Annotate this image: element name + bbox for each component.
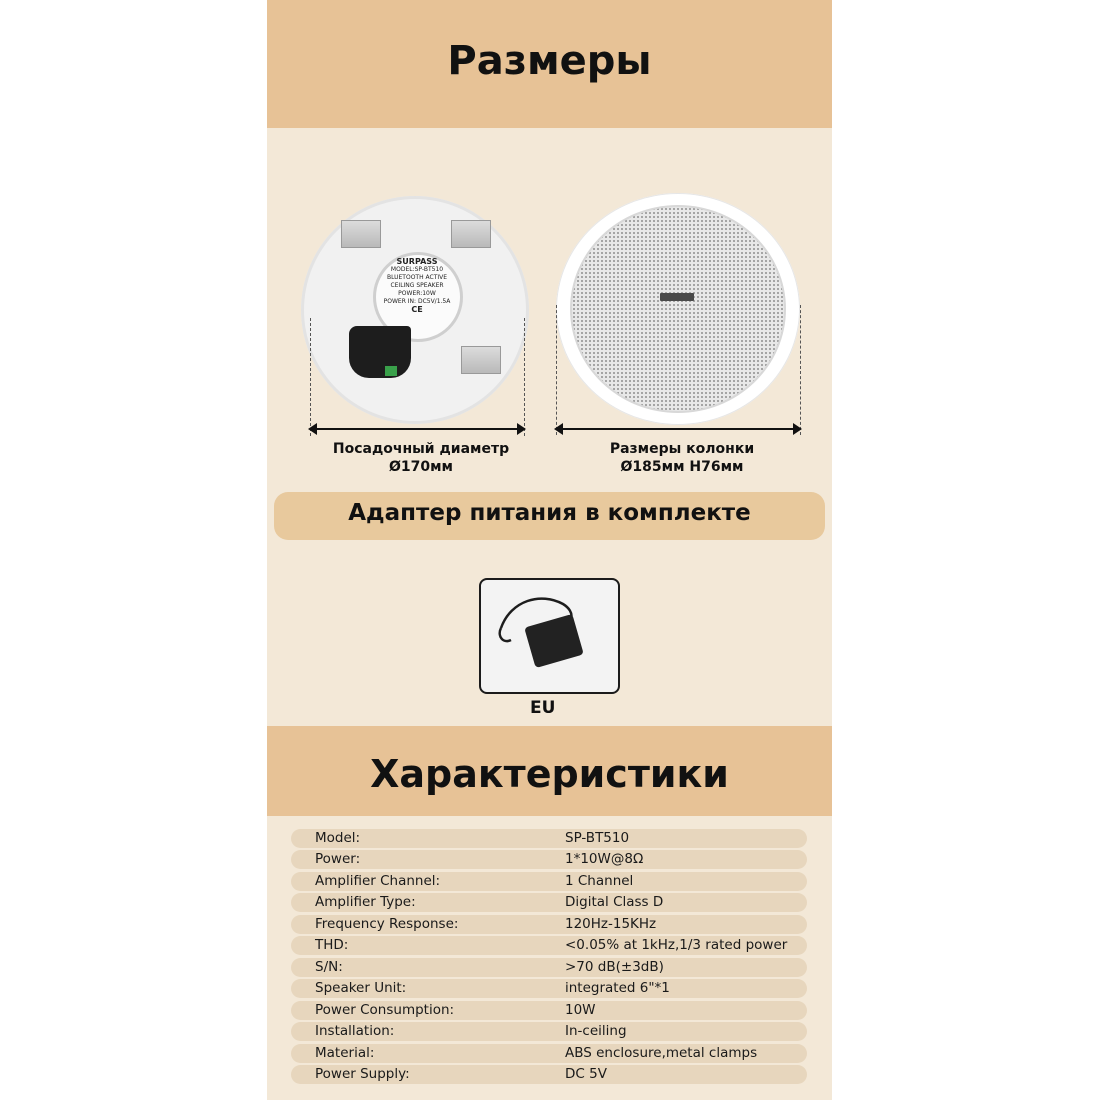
speaker-size-label: Размеры колонки [609,441,755,457]
spec-row [291,1022,807,1041]
mount-diameter-label: Посадочный диаметр [332,441,510,457]
mounting-clip [341,220,381,248]
spec-value: integrated 6"*1 [565,980,670,997]
spec-value: <0.05% at 1kHz,1/3 rated power [565,937,788,954]
adapter-banner-text: Адаптер питания в комплекте [348,500,751,526]
spec-key: Model: [315,830,361,846]
speaker-label-text [381,258,453,314]
label-line: MODEL:SP-BT510 [390,266,444,273]
product-card [267,0,832,1100]
speaker-back-image [301,196,529,424]
spec-value: 1*10W@8Ω [565,851,644,868]
spec-row [291,893,807,912]
spec-row [291,979,807,998]
spec-key: Frequency Response: [315,915,459,932]
spec-value: Digital Class D [565,894,664,911]
speaker-size-value: Ø185мм H76мм [620,459,744,475]
power-adapter-image [479,578,620,694]
spec-key: Power Consumption: [315,1001,455,1018]
adapter-plug-type: EU [530,698,556,718]
speaker-brand-logo: SURPASS [396,257,438,266]
speaker-size-caption [572,440,792,476]
spec-value: 10W [565,1001,596,1018]
mounting-clip [451,220,491,248]
spec-row [291,1001,807,1020]
spec-key: Material: [315,1044,375,1061]
dimension-guide [524,318,525,436]
label-line: BLUETOOTH ACTIVE [386,274,448,281]
label-line: CEILING SPEAKER [390,282,444,289]
circuit-board [349,326,411,378]
grille-badge-logo [660,293,694,301]
spec-row [291,850,807,869]
spec-value: In-ceiling [565,1023,627,1040]
spec-value: 120Hz-15KHz [565,915,657,932]
label-line: CE [411,305,423,314]
spec-row [291,936,807,955]
label-line: POWER:10W [398,290,436,297]
spec-key: Amplifier Channel: [315,872,441,889]
dimension-guide [556,305,557,435]
spec-row [291,872,807,891]
spec-key: S/N: [315,958,343,975]
spec-key: Installation: [315,1023,395,1040]
spec-key: Power: [315,851,361,868]
spec-key: Power Supply: [315,1065,410,1082]
dimension-guide [800,305,801,435]
spec-row [291,1044,807,1063]
spec-value: DC 5V [565,1065,607,1082]
spec-row [291,915,807,934]
speaker-grille [572,207,784,411]
dimension-guide [310,318,311,436]
spec-row [291,1065,807,1084]
spec-row [291,829,807,848]
spec-key: Speaker Unit: [315,980,407,997]
spec-value: >70 dB(±3dB) [565,958,664,975]
mounting-clip [461,346,501,374]
spec-value: 1 Channel [565,872,634,889]
spec-row [291,958,807,977]
power-terminal [385,366,397,376]
mount-diameter-arrow [310,428,524,430]
spec-value: SP-BT510 [565,830,630,846]
mount-diameter-value: Ø170мм [388,459,453,475]
speaker-front-image [556,193,800,425]
spec-key: THD: [315,937,349,954]
speaker-size-arrow [556,428,800,430]
spec-value: ABS enclosure,metal clamps [565,1044,758,1061]
mount-diameter-caption [318,440,524,476]
spec-key: Amplifier Type: [315,894,416,911]
specs-title: Характеристики [370,752,729,796]
dimensions-title: Размеры [447,38,652,84]
label-line: POWER IN: DC5V/1.5A [383,298,451,305]
